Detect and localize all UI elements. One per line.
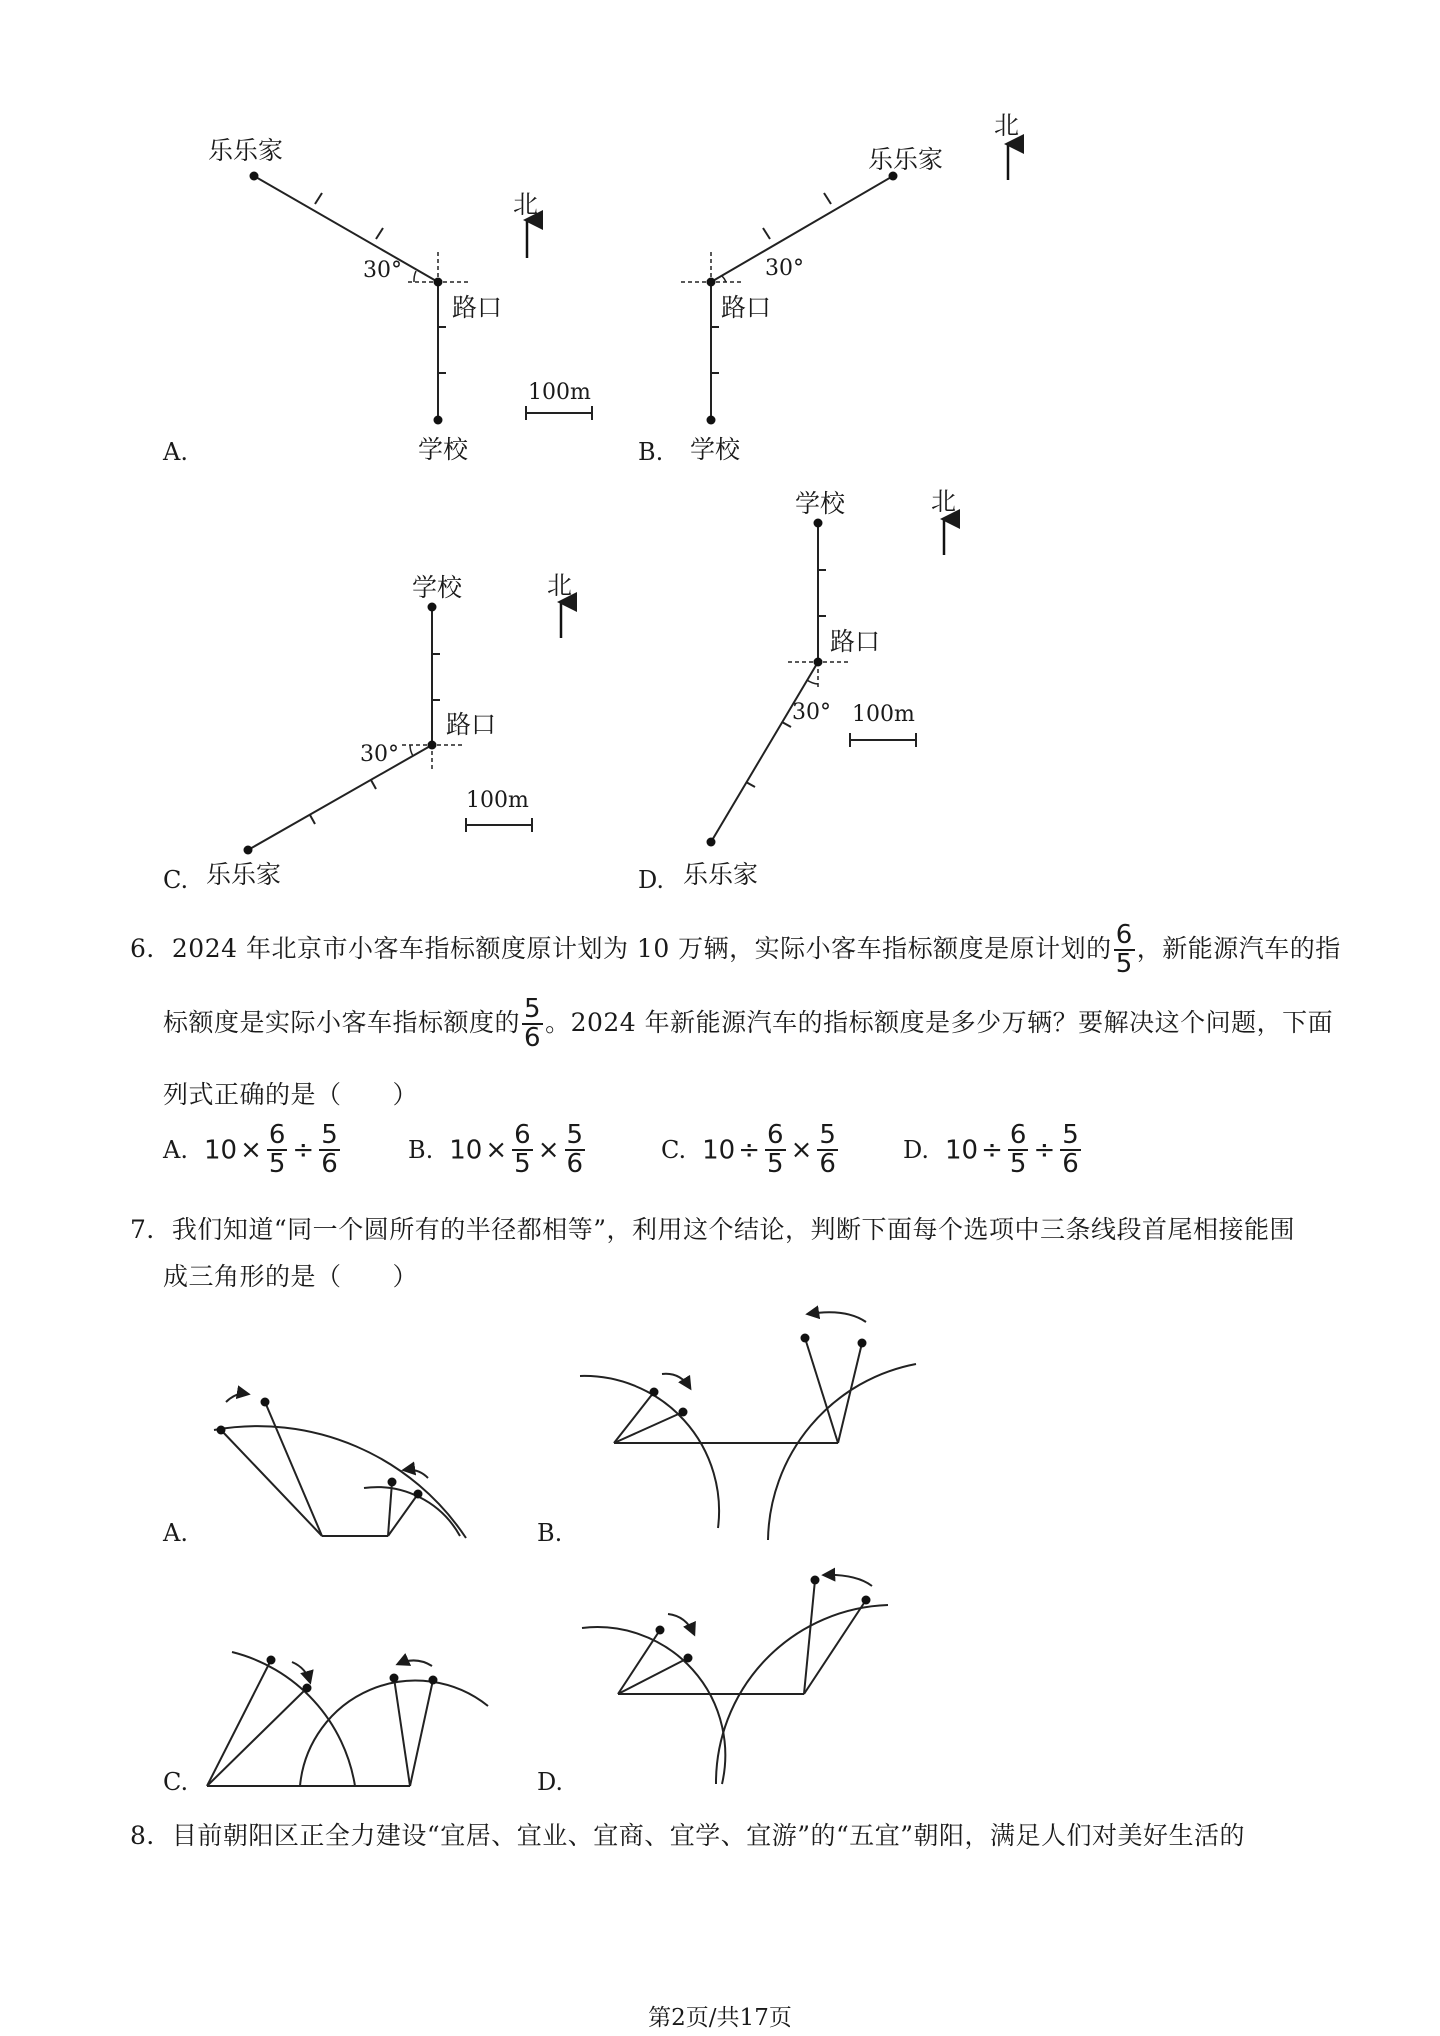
q7-diagrams: [0, 1290, 1440, 1830]
q5-d-school-label: 学校: [795, 489, 846, 518]
q5-a-home-label: 乐乐家: [208, 136, 284, 165]
q7-option-d-letter[interactable]: D.: [537, 1768, 564, 1796]
q8-line-1-text: 目前朝阳区正全力建设“宜居、宜业、宜商、宜学、宜游”的“五宜”朝阳，满足人们对美好生活的: [171, 1821, 1246, 1850]
q6-option-b[interactable]: B. 10 × $\frac{6}{5}$ × $\frac{5}{6}$: [408, 1120, 584, 1180]
q6-option-a[interactable]: A. 10 × $\frac{6}{5}$ ÷ $\frac{5}{6}$: [163, 1120, 338, 1180]
q5-d-junction-label: 路口: [830, 627, 881, 656]
q5-b-angle-label: 30°: [765, 256, 804, 281]
q5-a-school-label: 学校: [418, 435, 469, 464]
q7-option-c-diagram: [207, 1652, 488, 1786]
q5-d-angle-label: 30°: [792, 700, 831, 725]
page-footer: 第2页/共17页: [648, 2005, 792, 2031]
q6-options: [163, 1122, 1163, 1192]
q5-option-d-letter[interactable]: D.: [638, 866, 665, 894]
q6-line-2-text: 标额度是实际小客车指标额度的: [163, 1007, 521, 1037]
q5-option-b-map: [681, 144, 1008, 425]
q6-line-3: 列式正确的是（ ）: [163, 1080, 419, 1109]
q5-b-junction-label: 路口: [721, 293, 772, 322]
q6-line-1-text: 2024 年北京市小客车指标额度原计划为 10 万辆，实际小客车指标额度是原计划的: [171, 933, 1112, 963]
q6-option-d[interactable]: D. 10 ÷ $\frac{6}{5}$ ÷ $\frac{5}{6}$: [903, 1120, 1079, 1180]
q5-c-home-label: 乐乐家: [206, 860, 282, 889]
q7-option-a-letter[interactable]: A.: [163, 1519, 188, 1547]
q6-fraction-6-5: $\frac{6}{5}$: [1115, 920, 1133, 980]
q7-line-2: 成三角形的是（ ）: [163, 1262, 419, 1291]
q5-a-north-label: 北: [513, 190, 539, 219]
q5-c-junction-label: 路口: [446, 710, 497, 739]
q7-option-b-diagram: [580, 1312, 916, 1540]
q5-option-c-map: [244, 602, 562, 855]
q5-c-scale-label: 100m: [466, 788, 529, 813]
q5-c-school-label: 学校: [412, 573, 463, 602]
q7-option-b-letter[interactable]: B.: [537, 1519, 563, 1547]
q5-a-angle-label: 30°: [363, 258, 402, 283]
q6-line-2-tail: 。2024 年新能源汽车的指标额度是多少万辆？要解决这个问题，下面: [545, 1007, 1334, 1037]
q7-option-c-letter[interactable]: C.: [163, 1768, 189, 1796]
q7-option-d-diagram: [582, 1575, 888, 1784]
q6-line-1: [130, 922, 1341, 979]
q5-a-junction-label: 路口: [452, 293, 503, 322]
q6-fraction-5-6: $\frac{5}{6}$: [524, 994, 542, 1054]
q5-b-school-label: 学校: [690, 435, 741, 464]
q5-option-b-letter[interactable]: B.: [638, 438, 664, 466]
q5-b-north-label: 北: [994, 111, 1020, 140]
q7-line-1-text: 我们知道“同一个圆所有的半径都相等”，利用这个结论，判断下面每个选项中三条线段首尾相接能围: [171, 1215, 1295, 1244]
q7-line-1: [130, 1210, 1295, 1246]
q5-option-a-letter[interactable]: A.: [163, 438, 188, 466]
q6-line-1-tail: ，新能源汽车的指: [1136, 933, 1341, 963]
q5-d-north-label: 北: [931, 487, 957, 516]
q6-option-c[interactable]: C. 10 ÷ $\frac{6}{5}$ × $\frac{5}{6}$: [661, 1120, 836, 1180]
q5-c-angle-label: 30°: [360, 742, 399, 767]
q5-c-north-label: 北: [547, 571, 573, 600]
q5-option-c-letter[interactable]: C.: [163, 866, 189, 894]
q6-line-2: [163, 996, 1333, 1053]
q5-d-home-label: 乐乐家: [683, 860, 759, 889]
q5-d-scale-label: 100m: [852, 702, 915, 727]
q5-a-scale-label: 100m: [528, 380, 591, 405]
q5-b-home-label: 乐乐家: [868, 145, 944, 174]
q7-number: 7．: [130, 1215, 172, 1244]
q8-line-1: [130, 1816, 1245, 1852]
q5-option-d-map: [707, 519, 945, 847]
q8-number: 8．: [130, 1821, 172, 1850]
q7-option-a-diagram: [214, 1394, 466, 1538]
q6-number: 6．: [130, 933, 172, 963]
